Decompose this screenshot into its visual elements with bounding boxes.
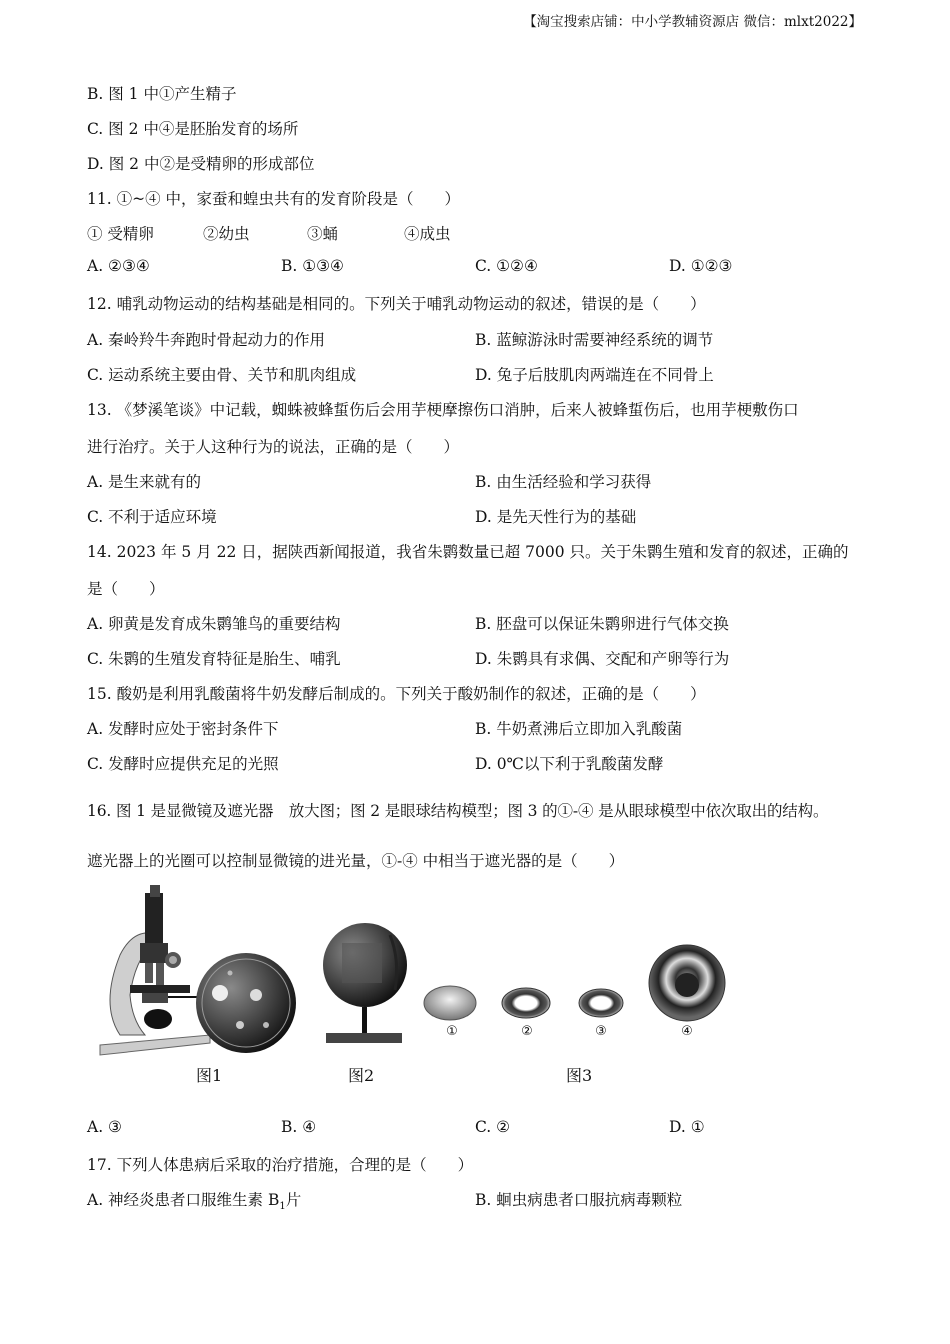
- q16-option-a: A. ③: [87, 1118, 122, 1136]
- structure-3-icon: [579, 989, 623, 1017]
- q13-option-a: A. 是生来就有的: [87, 473, 202, 491]
- microscope-icon: [100, 885, 220, 1055]
- q12-option-d: D. 兔子后肢肌肉两端连在不同骨上: [475, 366, 714, 384]
- q10-option-d: D. 图 2 中②是受精卵的形成部位: [87, 155, 315, 173]
- q11-item-2: ②幼虫: [203, 225, 250, 243]
- q14-stem-line2: 是（ ）: [87, 580, 165, 598]
- part-label-4: ④: [681, 1024, 693, 1039]
- figure-3-label: 图3: [566, 1066, 593, 1085]
- q11-option-a: A. ②③④: [87, 257, 150, 275]
- q16-stem-line1: 16. 图 1 是显微镜及遮光器 放大图；图 2 是眼球结构模型；图 3 的①-④ 是从眼球模型中依次取出的结构。: [87, 802, 829, 820]
- q13-stem-line2: 进行治疗。关于人这种行为的说法，正确的是（ ）: [87, 438, 460, 456]
- q13-stem-line1: 13. 《梦溪笔谈》中记载，蜘蛛被蜂蜇伤后会用芋梗摩擦伤口消肿，后来人被蜂蜇伤后，也用芋梗敷伤口: [87, 401, 799, 419]
- part-label-3: ③: [595, 1024, 607, 1039]
- q10-option-c: C. 图 2 中④是胚胎发育的场所: [87, 120, 299, 138]
- part-label-1: ①: [446, 1024, 458, 1039]
- structure-2-icon: [502, 988, 550, 1018]
- q11-option-c: C. ①②④: [475, 257, 538, 275]
- q16-figure: [90, 885, 740, 1095]
- q14-option-a: A. 卵黄是发育成朱鹮雏鸟的重要结构: [87, 615, 341, 633]
- q14-option-c: C. 朱鹮的生殖发育特征是胎生、哺乳: [87, 650, 341, 668]
- diaphragm-icon: [196, 953, 296, 1053]
- q14-option-b: B. 胚盘可以保证朱鹮卵进行气体交换: [475, 615, 729, 633]
- q17-option-a-tail: 片: [285, 1191, 302, 1209]
- figure-2-label: 图2: [348, 1066, 375, 1085]
- q11-option-b: B. ①③④: [281, 257, 344, 275]
- q14-option-d: D. 朱鹮具有求偶、交配和产卵等行为: [475, 650, 730, 668]
- page-header-watermark: 【淘宝搜索店铺：中小学教辅资源店 微信：mlxt2022】: [523, 14, 862, 30]
- q16-option-c: C. ②: [475, 1118, 511, 1136]
- q14-stem-line1: 14. 2023 年 5 月 22 日，据陕西新闻报道，我省朱鹮数量已超 7000 只。关于朱鹮生殖和发育的叙述，正确的: [87, 543, 849, 561]
- q17-option-a-subscript: 1: [279, 1201, 286, 1213]
- q12-option-b: B. 蓝鲸游泳时需要神经系统的调节: [475, 331, 714, 349]
- q15-option-b: B. 牛奶煮沸后立即加入乳酸菌: [475, 720, 683, 738]
- q12-option-c: C. 运动系统主要由骨、关节和肌肉组成: [87, 366, 357, 384]
- q11-option-d: D. ①②③: [669, 257, 733, 275]
- q12-option-a: A. 秦岭羚牛奔跑时骨起动力的作用: [87, 331, 326, 349]
- q11-item-1: ① 受精卵: [87, 225, 154, 243]
- q13-option-c: C. 不利于适应环境: [87, 508, 217, 526]
- structure-4-icon: [649, 945, 725, 1021]
- q15-option-d: D. 0℃以下利于乳酸菌发酵: [475, 755, 664, 773]
- q13-option-b: B. 由生活经验和学习获得: [475, 473, 652, 491]
- q17-option-b: B. 蛔虫病患者口服抗病毒颗粒: [475, 1191, 683, 1209]
- q12-stem: 12. 哺乳动物运动的结构基础是相同的。下列关于哺乳动物运动的叙述，错误的是（ ）: [87, 295, 706, 313]
- q11-item-4: ④成虫: [404, 225, 451, 243]
- eyeball-model-icon: [323, 923, 407, 1043]
- q11-item-3: ③蛹: [307, 225, 339, 243]
- q16-option-b: B. ④: [281, 1118, 317, 1136]
- q13-option-d: D. 是先天性行为的基础: [475, 508, 637, 526]
- figure-1-label: 图1: [196, 1066, 223, 1085]
- q17-option-a-text: A. 神经炎患者口服维生素 B: [87, 1191, 280, 1209]
- q15-stem: 15. 酸奶是利用乳酸菌将牛奶发酵后制成的。下列关于酸奶制作的叙述，正确的是（ ）: [87, 685, 706, 703]
- part-label-2: ②: [521, 1024, 533, 1039]
- q16-figure-illustration: [90, 885, 740, 1095]
- q15-option-a: A. 发酵时应处于密封条件下: [87, 720, 279, 738]
- structure-1-icon: [424, 986, 476, 1020]
- q10-option-b: B. 图 1 中①产生精子: [87, 85, 237, 103]
- q17-stem: 17. 下列人体患病后采取的治疗措施，合理的是（ ）: [87, 1156, 474, 1174]
- q16-option-d: D. ①: [669, 1118, 705, 1136]
- q17-option-a: [87, 1188, 301, 1212]
- q16-stem-line2: 遮光器上的光圈可以控制显微镜的进光量，①-④ 中相当于遮光器的是（ ）: [87, 852, 625, 870]
- q11-stem: 11. ①~④ 中，家蚕和蝗虫共有的发育阶段是（ ）: [87, 190, 460, 208]
- q15-option-c: C. 发酵时应提供充足的光照: [87, 755, 279, 773]
